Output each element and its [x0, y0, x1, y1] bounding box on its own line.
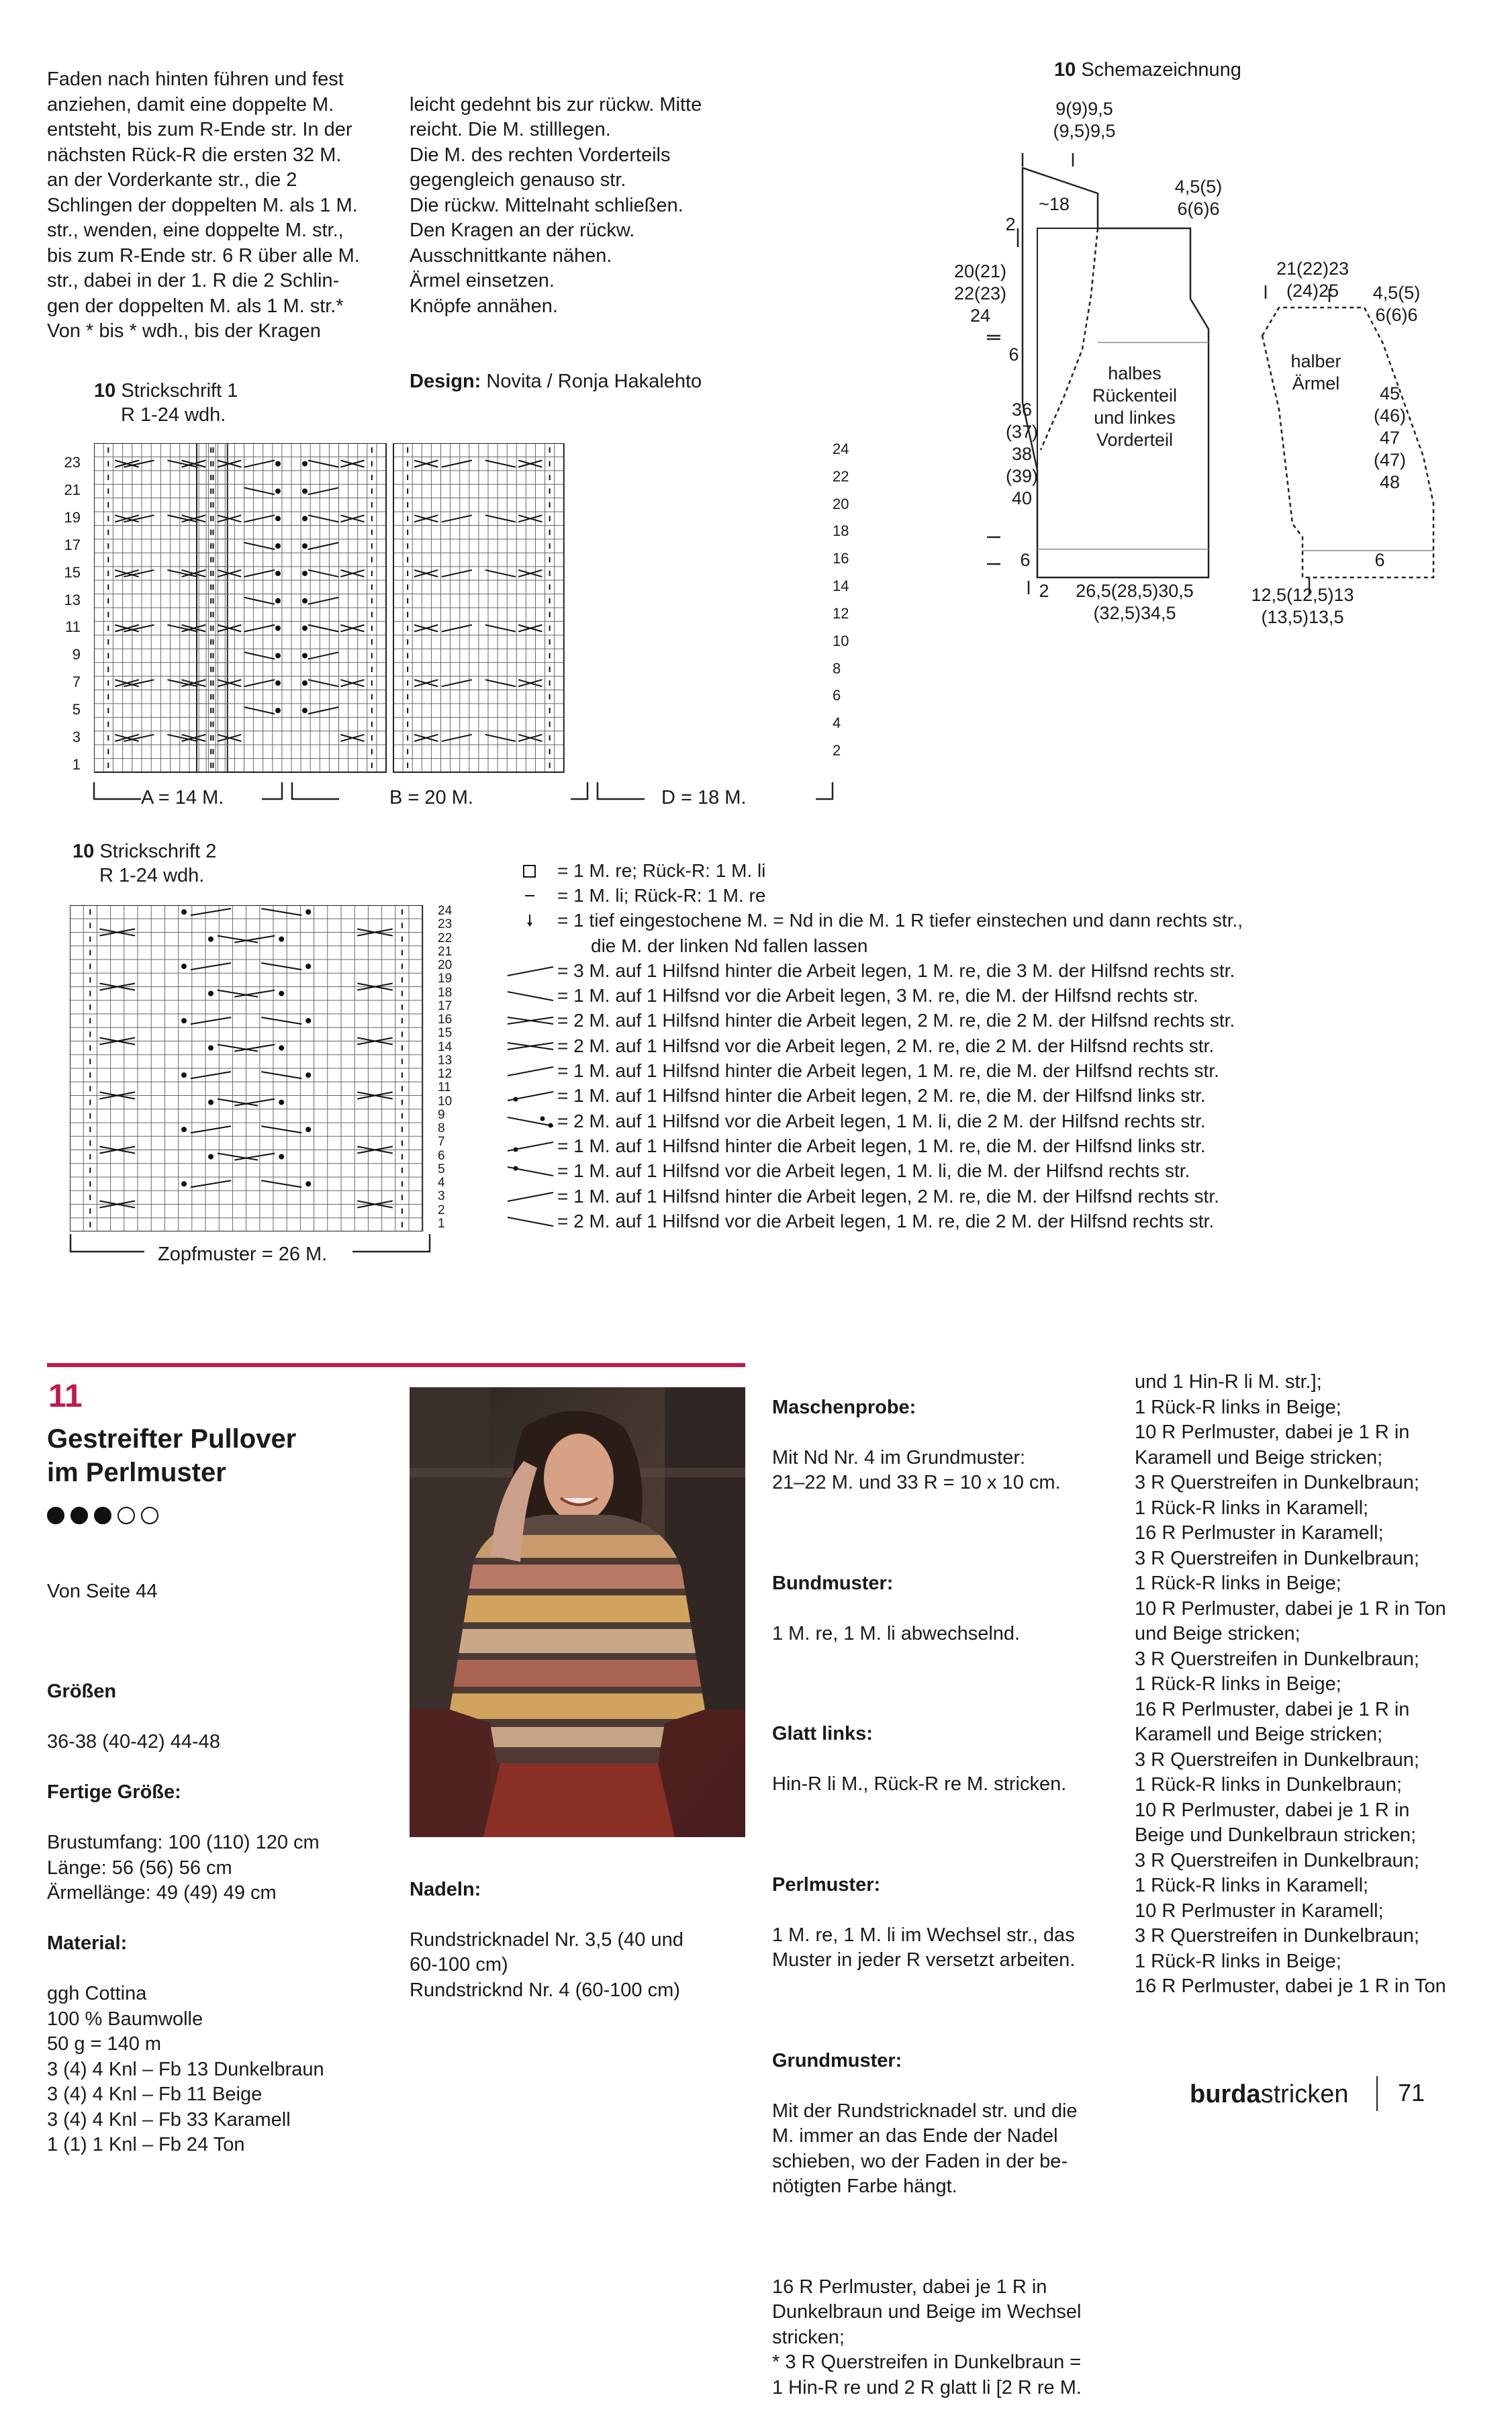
- finished-value: Brustumfang: 100 (110) 120 cm Länge: 56 (56) 56 cm Ärmellänge: 49 (49) 49 cm: [47, 1832, 320, 1904]
- legend-text: = 2 M. auf 1 Hilfsnd vor die Arbeit legen, 1 M. li, die 2 M. der Hilfsnd rechts str.: [557, 1110, 1206, 1131]
- chart2-row-number: 20: [438, 958, 453, 972]
- chart2-row-number: 21: [438, 944, 453, 959]
- chart2-row-number: 10: [438, 1094, 453, 1109]
- dim-sleeve-cap: 4,5(5) 6(6)6: [1372, 283, 1421, 325]
- rib-heading: Bundmuster:: [772, 1572, 894, 1594]
- material-heading: Material:: [47, 1932, 128, 1954]
- chart1-title: Strickschrift 1: [121, 380, 238, 402]
- chart1-num: 10: [94, 380, 116, 402]
- chart1-row-number-right: 6: [833, 687, 841, 704]
- dim-length: 36 (37) 38 (39) 40: [1005, 400, 1038, 508]
- chart2-row-number: 14: [438, 1039, 453, 1054]
- legend-text: die M. der linken Nd fallen lassen: [591, 935, 868, 956]
- legend-row: [504, 958, 1376, 983]
- article-col1: [47, 1554, 396, 2183]
- legend-row: [504, 1033, 1376, 1058]
- legend-text: = 1 M. auf 1 Hilfsnd vor die Arbeit legen, 3 M. re, die M. der Hilfsnd rechts str.: [557, 985, 1198, 1007]
- chart1-row-number-left: 1: [72, 755, 81, 773]
- chart2-row-number: 4: [438, 1176, 445, 1190]
- chart2-grid: [70, 905, 432, 1231]
- sleeve-piece-label: halber Ärmel: [1290, 351, 1341, 393]
- chart2-row-number: 6: [438, 1148, 445, 1163]
- chart2-row-numbers: [432, 905, 459, 1231]
- basic-heading: Grundmuster:: [772, 2049, 902, 2071]
- chart1-row-number-left: 13: [64, 591, 81, 608]
- legend-row: [504, 933, 1376, 958]
- body-piece-label: halbes Rückenteil und linkes Vorderteil: [1092, 363, 1178, 450]
- chart2-subtitle: R 1-24 wdh.: [99, 865, 205, 886]
- legend-symbol-d3: [504, 1136, 557, 1156]
- difficulty-dot-filled: [94, 1507, 111, 1524]
- chart1-row-number-left: 5: [72, 700, 81, 718]
- chart1-row-numbers-right: [829, 440, 863, 779]
- chart1-row-number-left: 21: [64, 481, 81, 499]
- chart2-row-number: 16: [438, 1013, 453, 1027]
- legend-row: [504, 1209, 1376, 1233]
- legend-symbol-d1: [504, 1086, 557, 1106]
- finished-heading: Fertige Größe:: [47, 1781, 181, 1803]
- dim-body-width: 26,5(28,5)30,5 (32,5)34,5: [1076, 581, 1194, 623]
- section-rule: [47, 1363, 745, 1367]
- chart1-row-number-right: 10: [833, 632, 849, 649]
- chart2-row-number: 12: [438, 1067, 453, 1081]
- dim-six-a: 6: [1008, 344, 1019, 365]
- chart1-row-number-left: 17: [64, 536, 81, 553]
- chart2-row-number: 1: [438, 1216, 445, 1231]
- chart1-row-number-right: 22: [833, 467, 849, 485]
- chart2-row-number: 17: [438, 998, 453, 1013]
- chart2-title: Strickschrift 2: [99, 841, 217, 862]
- chart1-row-number-left: 15: [64, 563, 81, 581]
- footer-divider: [1376, 2076, 1378, 2111]
- basic-value-2: 16 R Perlmuster, dabei je 1 R in Dunkelbraun und Beige im Wechsel stricken; * 3 R Querstreifen in Dunkelbraun = 1 Hin-R re und 2 R glatt li [2 R re M.: [772, 2276, 1082, 2398]
- gauge-value: Mit Nd Nr. 4 im Grundmuster: 21–22 M. und 33 R = 10 x 10 cm.: [772, 1446, 1061, 1493]
- sizes-heading: Größen: [47, 1681, 117, 1702]
- sizes-value: 36-38 (40-42) 44-48: [47, 1731, 220, 1753]
- dim-six-c: 6: [1374, 550, 1385, 570]
- chart1-label-a: A = 14 M.: [141, 787, 224, 808]
- legend-row: [504, 1084, 1376, 1109]
- chart2-row-number: 24: [438, 904, 453, 918]
- difficulty-dot-empty: [117, 1507, 135, 1524]
- chart2-num: 10: [73, 841, 95, 862]
- stockinette-heading: Glatt links:: [772, 1723, 873, 1744]
- needles-heading: Nadeln:: [410, 1878, 481, 1900]
- chart1-row-number-right: 12: [833, 604, 849, 622]
- stockinette-value: Hin-R li M., Rück-R re M. stricken.: [772, 1773, 1067, 1795]
- legend-text: = 1 M. auf 1 Hilfsnd hinter die Arbeit legen, 2 M. re, die M. der Hilfsnd links str.: [557, 1085, 1206, 1107]
- chart1-row-number-right: 4: [833, 714, 841, 732]
- legend-symbol-d2: [504, 1111, 557, 1131]
- legend-text: = 2 M. auf 1 Hilfsnd vor die Arbeit legen, 2 M. re, die 2 M. der Hilfsnd rechts str.: [557, 1035, 1215, 1056]
- chart1-subtitle: R 1-24 wdh.: [121, 404, 226, 426]
- legend-text: = 1 M. auf 1 Hilfsnd hinter die Arbeit legen, 2 M. re, die M. der Hilfsnd rechts str.: [557, 1185, 1219, 1207]
- chart1-row-number-right: 24: [833, 440, 849, 457]
- dim-top-width: 9(9)9,5 (9,5)9,5: [1053, 99, 1116, 141]
- legend-symbol-empty: [504, 861, 557, 881]
- chart1-row-number-left: 23: [64, 454, 81, 471]
- chart1-row-number-left: 9: [72, 646, 81, 663]
- legend-symbol-s3: [504, 1211, 557, 1231]
- legend-text: = 2 M. auf 1 Hilfsnd vor die Arbeit legen, 1 M. re, die 2 M. der Hilfsnd rechts str.: [557, 1210, 1215, 1231]
- chart2-row-number: 19: [438, 972, 453, 986]
- chart1-row-number-right: 16: [833, 550, 849, 567]
- legend-symbol-x2: [504, 1036, 557, 1056]
- legend-symbol-s2: [504, 1186, 557, 1207]
- material-value: ggh Cottina 100 % Baumwolle 50 g = 140 m 3 (4) 4 Knl – Fb 13 Dunkelbraun 3 (4) 4 Knl – Fb 11 Beige 3 (4) 4 Knl – Fb 33 Karamell 1 (1) 1 Knl – Fb 24 Ton: [47, 1983, 324, 2155]
- chart1-row-number-left: 3: [72, 728, 81, 745]
- legend-row: [504, 883, 1376, 908]
- design-label: Design:: [410, 370, 481, 392]
- chart2-row-number: 2: [438, 1203, 445, 1217]
- chart1-caption: [94, 379, 238, 427]
- legend-symbol-d4: [504, 1161, 557, 1181]
- chart1-row-number-right: 8: [833, 659, 841, 677]
- schema-title: Schemazeichnung: [1081, 59, 1241, 81]
- legend-text: = 2 M. auf 1 Hilfsnd hinter die Arbeit legen, 2 M. re, die 2 M. der Hilfsnd rechts str.: [557, 1010, 1235, 1031]
- chart1-row-number-left: 7: [72, 673, 81, 690]
- chart2-row-number: 5: [438, 1162, 445, 1176]
- difficulty-rating: [47, 1507, 164, 1528]
- legend-text: = 1 M. auf 1 Hilfsnd vor die Arbeit legen, 1 M. li, die M. der Hilfsnd rechts str.: [557, 1160, 1190, 1182]
- difficulty-dot-empty: [141, 1507, 158, 1524]
- chart1-label-d: D = 18 M.: [661, 787, 747, 808]
- dim-two-top: 2: [1005, 214, 1016, 234]
- dim-armhole: 20(21) 22(23) 24: [953, 261, 1007, 326]
- dim-sleeve-top: 21(22)23 (24)25: [1276, 259, 1350, 301]
- chart1-row-number-left: 19: [64, 509, 81, 526]
- chart2-row-number: 15: [438, 1026, 453, 1041]
- chart1-grid: [94, 443, 833, 779]
- schema-num: 10: [1054, 59, 1076, 81]
- legend-text: = 1 tief eingestochene M. = Nd in die M. 1 R tiefer einstechen und dann rechts str.,: [557, 910, 1243, 931]
- chart2-row-number: 23: [438, 917, 453, 932]
- legend-symbol-x1: [504, 1011, 557, 1031]
- chart2-row-number: 9: [438, 1107, 445, 1122]
- article-col4: und 1 Hin-R li M. str.]; 1 Rück-R links in Beige; 10 R Perlmuster, dabei je 1 R in Karamell und Beige stricken; 3 R Querstreifen in Dunkelbraun; 1 Rück-R links in Karamell; 16 R Perlmuster in Karamell; 3 R Querstreifen in Dunkelbraun; 1 Rück-R links in Beige; 10 R Perlmuster, dabei je 1 R in Ton und Beige stricken; 3 R Querstreifen in Dunkelbraun; 1 Rück-R links in Beige; 16 R Perlmuster, dabei je 1 R in Karamell und Beige stricken; 3 R Querstreifen in Dunkelbraun; 1 Rück-R links in Dunkelbraun; 10 R Perlmuster, dabei je 1 R in Beige und Dunkelbraun stricken; 3 R Querstreifen in Dunkelbraun; 1 Rück-R links in Karamell; 10 R Perlmuster in Karamell; 3 R Querstreifen in Dunkelbraun; 1 Rück-R links in Beige; 16 R Perlmuster, dabei je 1 R in Ton: [1135, 1371, 1446, 1997]
- chart2-row-number: 22: [438, 931, 453, 945]
- legend: [504, 858, 1376, 1233]
- brand-bold: burda: [1190, 2080, 1261, 2108]
- dim-two-bot: 2: [1039, 581, 1049, 601]
- legend-row: [504, 1109, 1376, 1133]
- legend-text: = 1 M. auf 1 Hilfsnd hinter die Arbeit legen, 1 M. re, die M. der Hilfsnd links str.: [557, 1135, 1206, 1156]
- chart2-row-number: 11: [438, 1080, 451, 1095]
- schema-caption: [1054, 58, 1241, 82]
- legend-row: [504, 1058, 1376, 1083]
- top-text-col2: [410, 67, 772, 420]
- seed-value: 1 M. re, 1 M. li im Wechsel str., das Muster in jeder R versetzt arbeiten.: [772, 1924, 1076, 1971]
- brand-light: stricken: [1260, 2080, 1349, 2108]
- design-value: Novita / Ronja Hakalehto: [481, 370, 702, 392]
- chart1-row-number-right: 18: [833, 522, 849, 540]
- legend-symbol-c1: [504, 961, 557, 981]
- legend-row: [504, 1184, 1376, 1209]
- basic-value: Mit der Rundstricknadel str. und die M. immer an das Ende der Nadel schieben, wo der Faden in der be- nötigten Farbe hängt.: [772, 2100, 1078, 2197]
- chart2-row-number: 13: [438, 1053, 453, 1068]
- seed-heading: Perlmuster:: [772, 1873, 881, 1896]
- chart1-row-numbers-left: [54, 443, 87, 779]
- chart1-row-number-right: 14: [833, 577, 849, 595]
- legend-row: [504, 1159, 1376, 1184]
- rib-value: 1 M. re, 1 M. li abwechselnd.: [772, 1622, 1021, 1644]
- chart2-row-number: 8: [438, 1121, 445, 1135]
- dim-six-b: 6: [1020, 550, 1031, 570]
- legend-row: [504, 1009, 1376, 1033]
- chart2-row-number: 7: [438, 1135, 445, 1150]
- top-text-col1: Faden nach hinten führen und fest anziehen, damit eine doppelte M. entsteht, bis zum R-Ende str. In der nächsten Rück-R die ersten 32 M. an der Vorderkante str., die 2 Schlingen der doppelten M. als 1 M. str., wenden, eine doppelte M. str., bis zum R-Ende str. 6 R über alle M. str., dabei in der 1. R die 2 Schlin- gen der doppelten M. als 1 M. str.* Von * bis * wdh., bis der Kragen: [47, 68, 360, 342]
- chart1-row-number-right: 2: [833, 742, 841, 759]
- legend-row: [504, 908, 1376, 933]
- dim-approx: ~18: [1039, 194, 1070, 214]
- article-number: 11: [48, 1379, 83, 1414]
- dim-sleeve-length: 45 (46) 47 (47) 48: [1373, 383, 1406, 492]
- article-title: Gestreifter Pullover im Perlmuster: [47, 1424, 297, 1487]
- dim-sleeve-bottom: 12,5(12,5)13 (13,5)13,5: [1251, 585, 1354, 627]
- legend-text: = 1 M. li; Rück-R: 1 M. re: [557, 884, 766, 906]
- chart2-caption: [73, 839, 216, 888]
- dim-shoulder: 4,5(5) 6(6)6: [1174, 177, 1223, 219]
- chart2-label: Zopfmuster = 26 M.: [158, 1244, 328, 1265]
- top-text-col2-body: leicht gedehnt bis zur rückw. Mitte reicht. Die M. stilllegen. Die M. des rechten Vorderteils gegengleich genauso str. Die rückw. Mittelnaht schließen. Den Kragen an der rückw. Ausschnittkante nähen. Ärmel einsetzen. Knöpfe annähen.: [410, 93, 702, 317]
- article-needles: [410, 1852, 759, 2028]
- chart1-label-b: B = 20 M.: [389, 787, 473, 808]
- page-number: 71: [1398, 2079, 1425, 2106]
- chart1-row-number-right: 20: [833, 495, 849, 512]
- legend-symbol-s1: [504, 1061, 557, 1081]
- from-page: Von Seite 44: [47, 1580, 158, 1602]
- legend-row: [504, 858, 1376, 883]
- legend-text: = 1 M. re; Rück-R: 1 M. li: [557, 859, 766, 881]
- legend-symbol-arrow: [504, 911, 557, 931]
- legend-symbol-c2: [504, 986, 557, 1006]
- legend-symbol-dash: [504, 886, 557, 906]
- legend-text: = 1 M. auf 1 Hilfsnd hinter die Arbeit legen, 1 M. re, die M. der Hilfsnd rechts str.: [557, 1060, 1219, 1082]
- chart2-row-number: 3: [438, 1189, 445, 1204]
- needles-value: Rundstricknadel Nr. 3,5 (40 und 60-100 cm) Rundstricknd Nr. 4 (60-100 cm): [410, 1928, 683, 2001]
- legend-row: [504, 983, 1376, 1008]
- footer-brand: [1190, 2080, 1348, 2109]
- difficulty-dot-filled: [47, 1507, 64, 1524]
- chart1-row-number-left: 11: [65, 618, 81, 636]
- article-col3: [772, 1370, 1121, 2426]
- legend-text: = 3 M. auf 1 Hilfsnd hinter die Arbeit legen, 1 M. re, die 3 M. der Hilfsnd rechts str.: [557, 960, 1235, 981]
- difficulty-dot-filled: [70, 1507, 88, 1524]
- chart2-row-number: 18: [438, 985, 453, 1000]
- pullover-photo: [410, 1387, 745, 1837]
- gauge-heading: Maschenprobe:: [772, 1396, 916, 1418]
- legend-row: [504, 1133, 1376, 1158]
